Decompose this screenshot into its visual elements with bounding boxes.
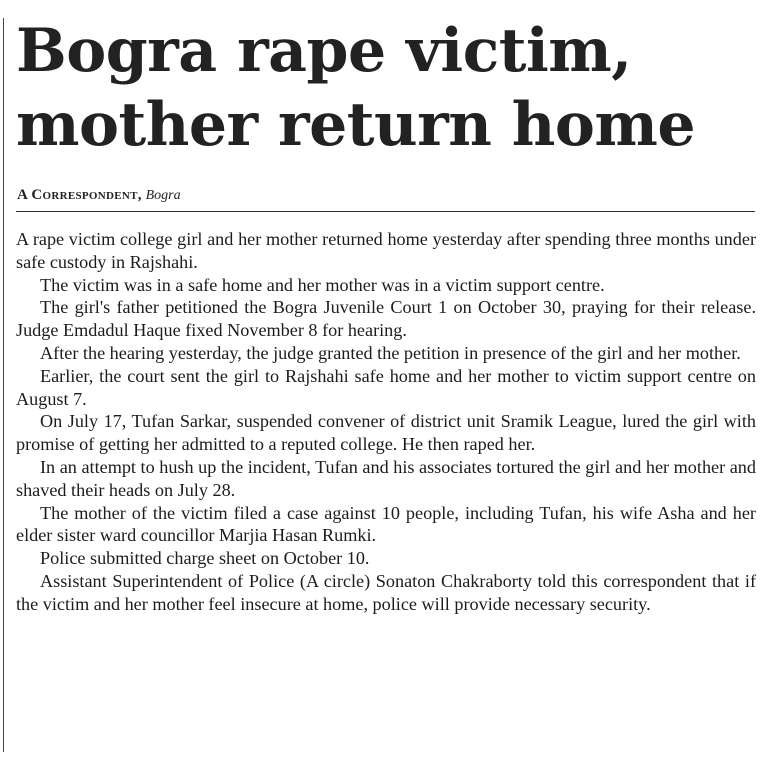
paragraph: The mother of the victim filed a case against 10 people, including Tufan, his wife Asha and her elder sister ward councillor Marjia Hasan Rumki.	[16, 502, 756, 546]
paragraph: The girl's father petitioned the Bogra Juvenile Court 1 on October 30, praying for their release. Judge Emdadul Haque fixed November 8 for hearing.	[16, 297, 756, 341]
byline-divider	[16, 211, 755, 212]
byline-author: A Correspondent,	[17, 187, 142, 203]
article-body	[16, 228, 756, 616]
paragraph: Police submitted charge sheet on October 10.	[40, 548, 370, 569]
paragraph: On July 17, Tufan Sarkar, suspended convener of district unit Sramik League, lured the girl with promise of getting her admitted to a reputed college. He then raped her.	[16, 411, 756, 455]
article-headline: Bogra rape victim, mother return home	[16, 16, 696, 160]
paragraph: After the hearing yesterday, the judge granted the petition in presence of the girl and her mother.	[40, 342, 741, 363]
paragraph: In an attempt to hush up the incident, Tufan and his associates tortured the girl and her mother and shaved their heads on July 28.	[16, 456, 756, 500]
paragraph: Assistant Superintendent of Police (A circle) Sonaton Chakraborty told this correspondent that if the victim and her mother feel insecure at home, police will provide necessary security.	[16, 570, 756, 614]
paragraph: Earlier, the court sent the girl to Rajshahi safe home and her mother to victim support centre on August 7.	[16, 365, 756, 409]
column-rule	[3, 18, 4, 752]
paragraph: A rape victim college girl and her mother returned home yesterday after spending three months under safe custody in Rajshahi.	[16, 229, 756, 272]
byline	[17, 185, 181, 206]
paragraph: The victim was in a safe home and her mother was in a victim support centre.	[40, 274, 605, 295]
byline-place: Bogra	[145, 188, 181, 203]
